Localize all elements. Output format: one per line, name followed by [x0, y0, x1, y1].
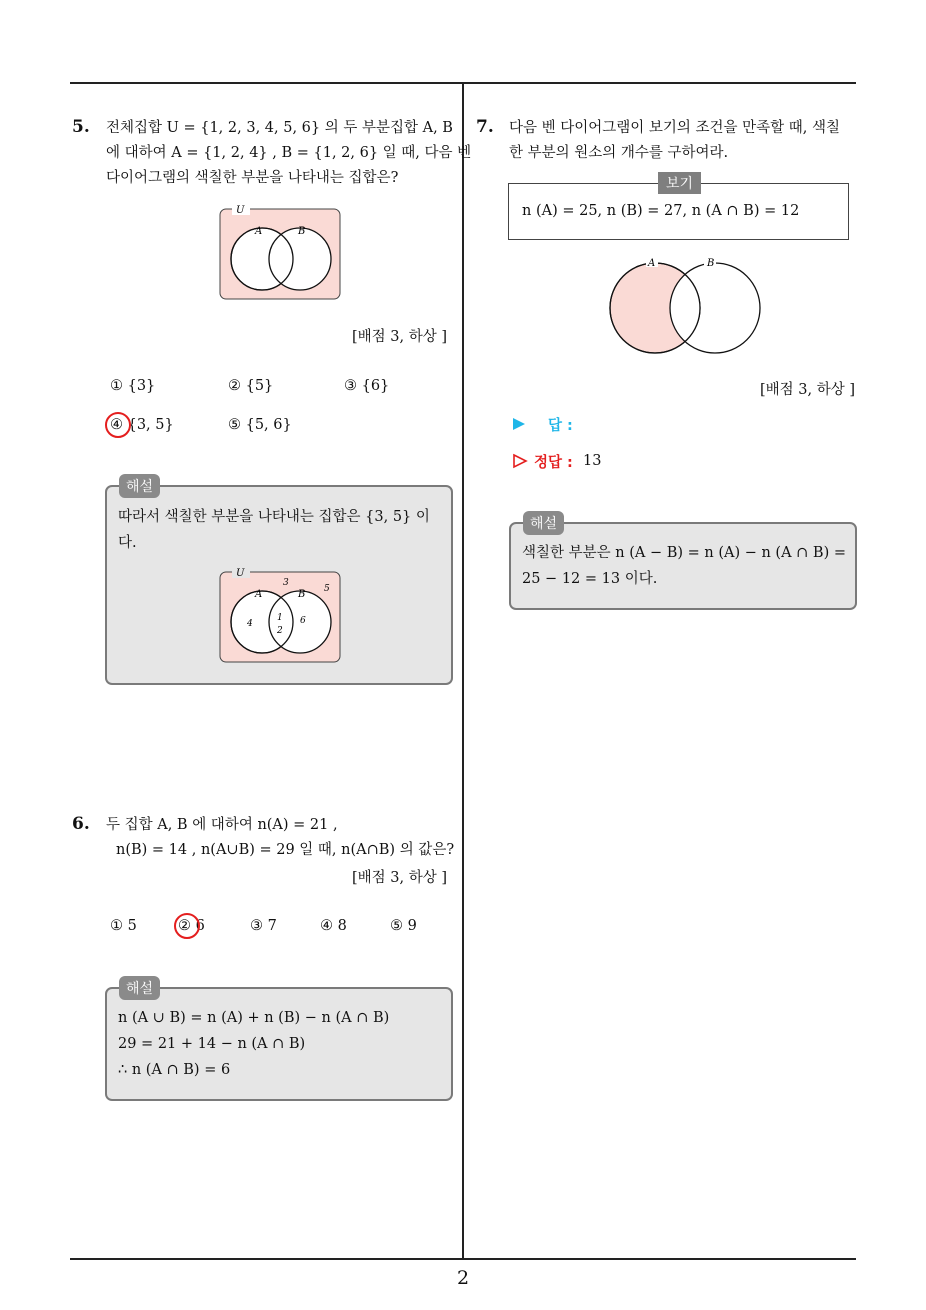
- q5-choice-5[interactable]: ⑤ {5, 6}: [228, 417, 292, 433]
- q7-venn-label-b: B: [707, 258, 715, 269]
- q5-choice-2[interactable]: ② {5}: [228, 378, 274, 394]
- q5-sol-venn-elem-1: 1: [277, 613, 283, 623]
- q7-number: 7.: [476, 117, 494, 137]
- q5-choice-4[interactable]: ④ {3, 5}: [110, 417, 174, 433]
- q6-text: [106, 813, 454, 863]
- q7-venn-label-a: A: [648, 258, 656, 269]
- q5-venn-label-b: B: [298, 226, 306, 237]
- q5-sol-venn-elem-3: 3: [283, 578, 289, 588]
- q5-line-3: 다이어그램의 색칠한 부분을 나타내는 집합은?: [106, 170, 399, 186]
- q6-choice-3[interactable]: ③ 7: [250, 918, 277, 934]
- q5-sol-venn-elem-6: 6: [300, 616, 306, 626]
- q6-line-2: n(B) = 14 , n(A∪B) = 29 일 때, n(A∩B) 의 값은?: [116, 842, 455, 858]
- q5-solution-line-1: 따라서 색칠한 부분을 나타내는 집합은 {3, 5} 이: [118, 509, 430, 525]
- q7-text: [509, 116, 840, 166]
- q5-line-1: 전체집합 U = {1, 2, 3, 4, 5, 6} 의 두 부분집합 A, B: [106, 120, 453, 136]
- q7-bogi-text: n (A) = 25, n (B) = 27, n (A ∩ B) = 12: [522, 203, 800, 219]
- q5-line-2: 에 대하여 A = {1, 2, 4} , B = {1, 2, 6} 일 때, 다음 벤: [106, 145, 472, 161]
- q7-line-2: 한 부분의 원소의 개수를 구하여라.: [509, 145, 729, 161]
- q5-venn-label-a: A: [255, 226, 263, 237]
- q5-solution-line-2: 다.: [118, 535, 137, 551]
- q5-score: [배점 3, 하상 ]: [352, 329, 448, 345]
- q7-score: [배점 3, 하상 ]: [760, 382, 856, 398]
- q7-solution-tag: 해설: [523, 511, 564, 535]
- q6-choice-1[interactable]: ① 5: [110, 918, 137, 934]
- column-divider: [462, 82, 464, 1258]
- q6-line-1: 두 집합 A, B 에 대하여 n(A) = 21 ,: [106, 817, 338, 833]
- q5-venn-diagram: [218, 202, 344, 302]
- q6-solution-tag: 해설: [119, 976, 160, 1000]
- q7-venn-diagram: [600, 252, 770, 358]
- q6-answer-mark: [174, 913, 200, 939]
- q5-sol-venn-label-u: U: [236, 568, 245, 579]
- q5-choice-1[interactable]: ① {3}: [110, 378, 156, 394]
- q5-sol-venn-label-a: A: [255, 589, 263, 600]
- q6-solution-line-1: n (A ∪ B) = n (A) + n (B) − n (A ∩ B): [118, 1010, 390, 1026]
- q5-text: [106, 116, 471, 191]
- q6-choice-2[interactable]: ② 6: [178, 918, 205, 934]
- q5-choice-3[interactable]: ③ {6}: [344, 378, 390, 394]
- answer-arrow-icon: [512, 417, 526, 431]
- q5-sol-venn-elem-2: 2: [277, 626, 283, 636]
- correct-arrow-icon: [512, 453, 528, 469]
- q7-bogi-tag: 보기: [658, 172, 701, 194]
- q5-solution-text: [118, 504, 430, 556]
- q6-number: 6.: [72, 814, 90, 834]
- q7-solution-text: [522, 540, 846, 592]
- q6-choice-4[interactable]: ④ 8: [320, 918, 347, 934]
- q6-score: [배점 3, 하상 ]: [352, 870, 448, 886]
- q7-correct-label: 정답 :: [534, 455, 573, 471]
- q6-choice-5[interactable]: ⑤ 9: [390, 918, 417, 934]
- q5-answer-mark: [105, 412, 131, 438]
- q6-solution-line-2: 29 = 21 + 14 − n (A ∩ B): [118, 1036, 306, 1052]
- q7-solution-line-2: 25 − 12 = 13 이다.: [522, 571, 658, 587]
- q5-solution-tag: 해설: [119, 474, 160, 498]
- q5-number: 5.: [72, 117, 90, 137]
- q5-solution-venn: [218, 565, 344, 665]
- q7-line-1: 다음 벤 다이어그램이 보기의 조건을 만족할 때, 색칠: [509, 120, 841, 136]
- q5-sol-venn-label-b: B: [298, 589, 306, 600]
- q5-venn-label-u: U: [236, 205, 245, 216]
- q7-answer-label: 답 :: [548, 418, 573, 434]
- bottom-rule: [70, 1258, 856, 1260]
- q5-sol-venn-elem-4: 4: [247, 619, 253, 629]
- q6-solution-line-3: ∴ n (A ∩ B) = 6: [118, 1062, 231, 1078]
- q7-solution-line-1: 색칠한 부분은 n (A − B) = n (A) − n (A ∩ B) =: [522, 545, 846, 561]
- q6-solution-text: [118, 1005, 389, 1083]
- q5-sol-venn-elem-5: 5: [324, 584, 330, 594]
- page-number: 2: [456, 1267, 470, 1289]
- q7-correct-value: 13: [583, 453, 602, 469]
